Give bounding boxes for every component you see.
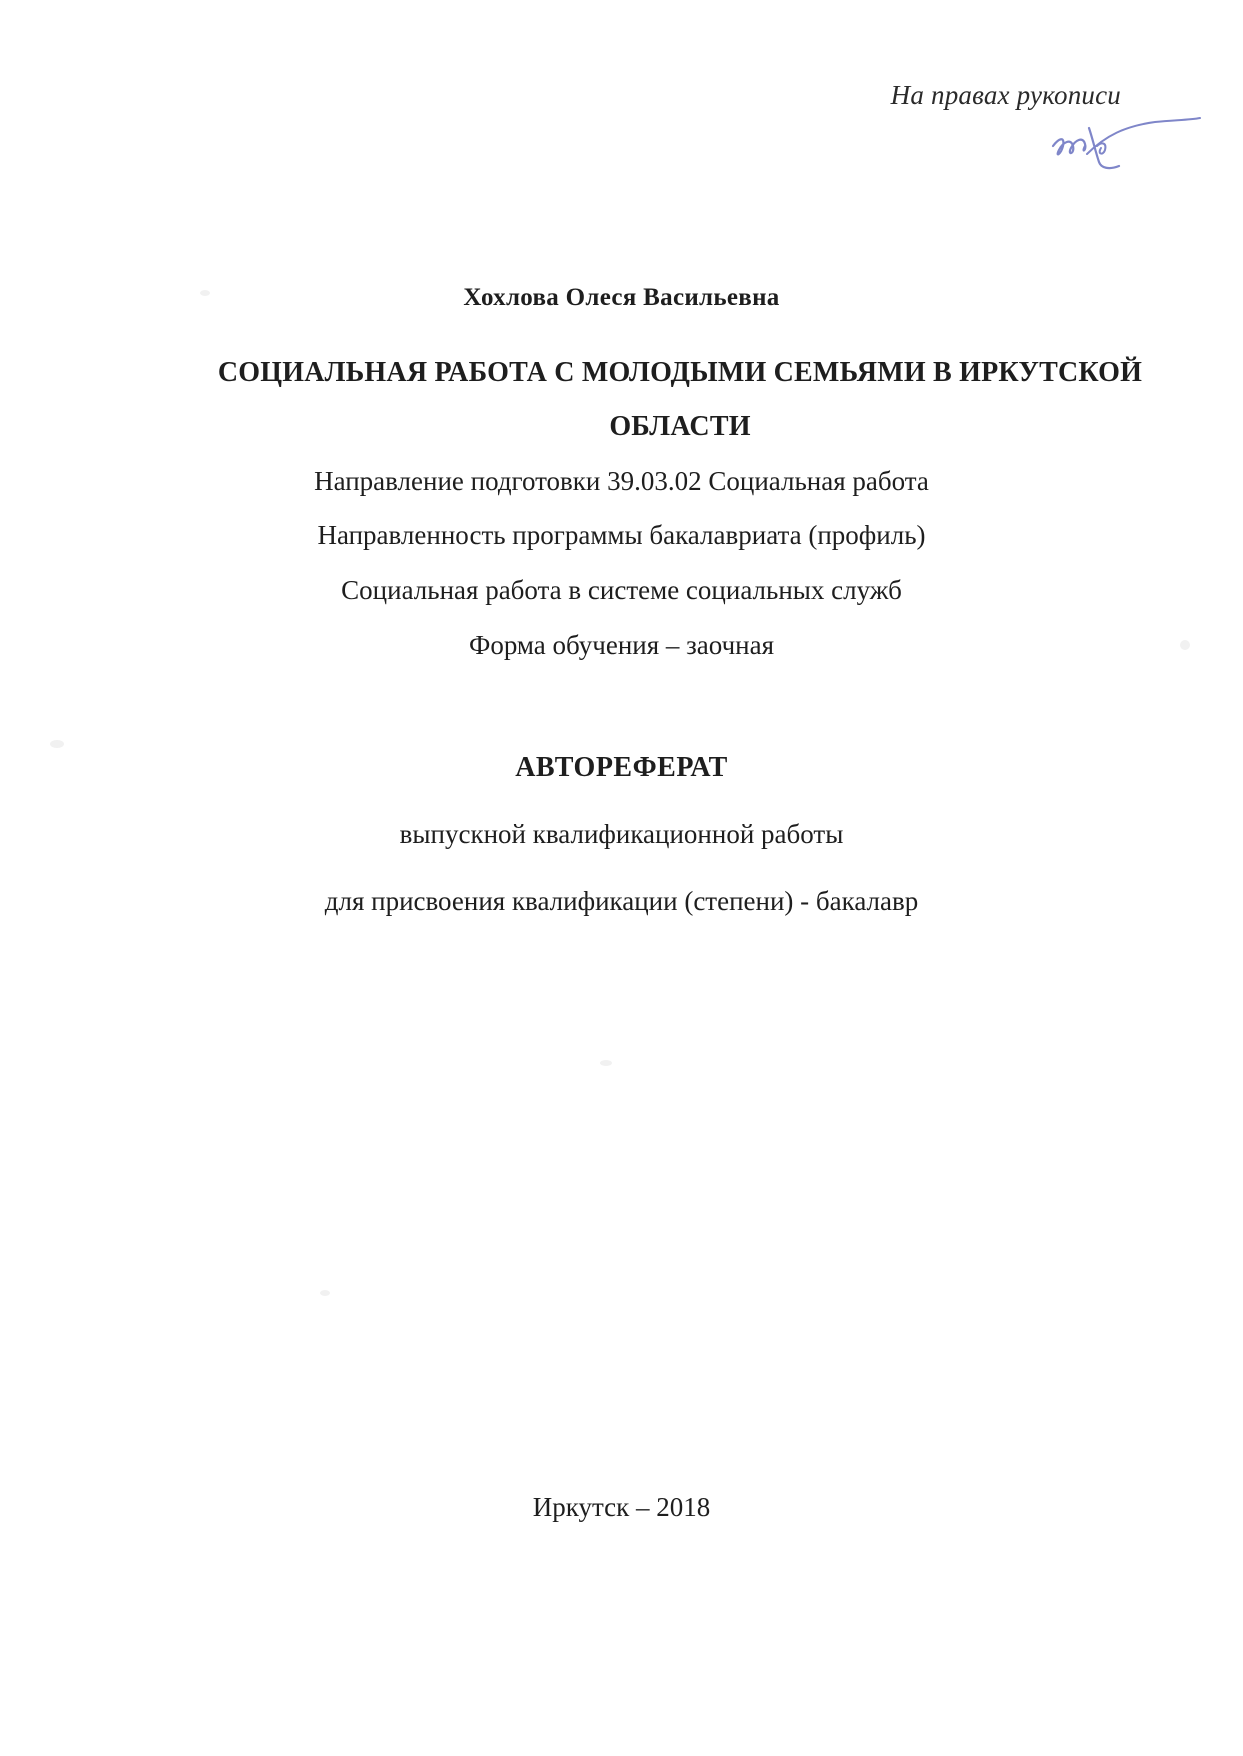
scan-artifact (200, 290, 210, 296)
scan-artifact (50, 740, 64, 748)
manuscript-note: На правах рукописи (890, 80, 1121, 110)
scan-artifact (600, 1060, 612, 1066)
city-year: Иркутск – 2018 (532, 1492, 711, 1522)
title-line-2: ОБЛАСТИ (609, 411, 751, 442)
title-line-1: СОЦИАЛЬНАЯ РАБОТА С МОЛОДЫМИ СЕМЬЯМИ В ИРКУТСКОЙ (217, 357, 1143, 388)
scan-artifact (1180, 640, 1190, 650)
signature-icon (1045, 116, 1205, 176)
document-type: АВТОРЕФЕРАТ (515, 752, 728, 783)
program-profile: Социальная работа в системе социальных служб (341, 575, 902, 605)
author-name: Хохлова Олеся Васильевна (463, 284, 780, 311)
program-direction: Направление подготовки 39.03.02 Социальная работа (314, 466, 929, 496)
document-of-work: выпускной квалификационной работы (399, 819, 844, 849)
scan-artifact (320, 1290, 330, 1296)
document-purpose: для присвоения квалификации (степени) - бакалавр (324, 886, 919, 916)
program-orientation: Направленность программы бакалавриата (профиль) (317, 520, 926, 550)
document-title (190, 346, 1170, 454)
study-form: Форма обучения – заочная (468, 630, 775, 660)
